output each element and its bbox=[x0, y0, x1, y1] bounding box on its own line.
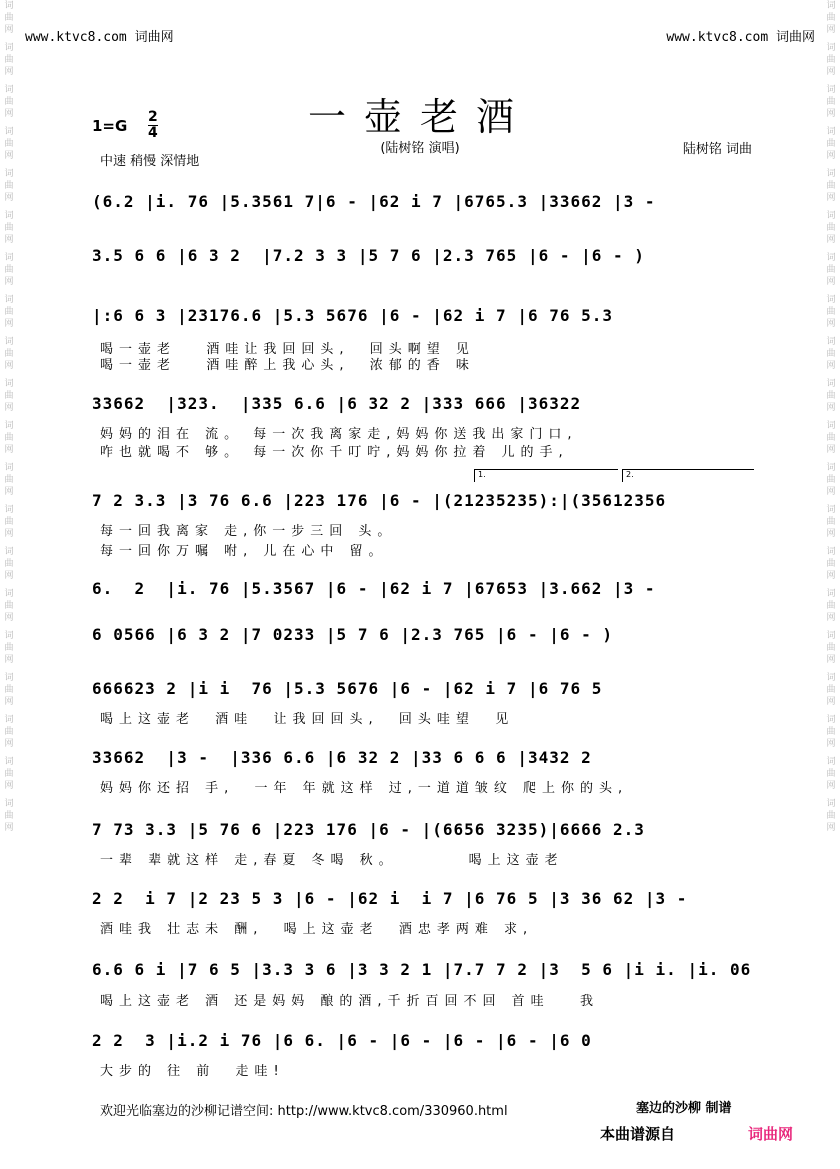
header-site-left[interactable] bbox=[25, 26, 174, 45]
transcriber-credit: 塞边的沙柳 制谱 bbox=[636, 1101, 732, 1116]
lyric-line: 喝上这壶老 酒 还是妈妈 酿的酒,千折百回不回 首哇 我 bbox=[100, 994, 600, 1009]
site-url-left[interactable]: www.ktvc8.com bbox=[25, 30, 127, 45]
lyric-line: 喝上这壶老 酒哇 让我回回头, 回头哇望 见 bbox=[100, 712, 515, 727]
welcome-link[interactable]: 欢迎光临塞边的沙柳记谱空间: http://www.ktvc8.com/330960.html bbox=[100, 1104, 508, 1119]
row-notes: |:6 6 3 |23176.6 |5.3 5676 |6 - |62 i 7 |6 76 5.3 bbox=[92, 306, 614, 325]
score-row bbox=[92, 240, 756, 274]
score-row bbox=[92, 300, 756, 334]
lyric-line: 酒哇我 壮志未 酬, 喝上这壶老 酒忠孝两难 求, bbox=[100, 922, 534, 937]
score-row bbox=[92, 673, 756, 707]
watermark-column-right: 词曲网 词曲网 词曲网 词曲网 词曲网 词曲网 词曲网 词曲网 词曲网 词曲网 词曲网 词曲网 词曲网 词曲网 词曲网 词曲网 词曲网 词曲网 词曲网 词曲网 bbox=[826, 1, 836, 833]
composer-credit: 陆树铭 词曲 bbox=[682, 142, 752, 157]
watermark-column-left: 词曲网 词曲网 词曲网 词曲网 词曲网 词曲网 词曲网 词曲网 词曲网 词曲网 词曲网 词曲网 词曲网 词曲网 词曲网 词曲网 词曲网 词曲网 词曲网 词曲网 bbox=[4, 1, 14, 833]
score-row bbox=[92, 1025, 756, 1059]
time-denominator: 4 bbox=[148, 125, 158, 141]
first-ending: 1. bbox=[474, 469, 618, 482]
lyric-line: 一辈 辈就这样 走,春夏 冬喝 秋。 喝上这壶老 bbox=[100, 853, 564, 868]
source-label: 本曲谱源自 bbox=[600, 1125, 676, 1143]
lyric-line: 大步的 往 前 走哇! bbox=[100, 1064, 285, 1079]
row-notes: 33662 |323. |335 6.6 |6 32 2 |333 666 |36322 bbox=[92, 394, 582, 413]
row-notes: 666623 2 |i i 76 |5.3 5676 |6 - |62 i 7 |6 76 5 bbox=[92, 679, 603, 698]
lyric-line: 妈妈的泪在 流。 每一次我离家走,妈妈你送我出家门口, bbox=[100, 427, 578, 442]
time-numerator: 2 bbox=[148, 109, 158, 125]
tempo-marking: 中速 稍慢 深情地 bbox=[100, 154, 200, 169]
row-notes: (6.2 |i. 76 |5.3561 7|6 - |62 i 7 |6765.3 |33662 |3 - bbox=[92, 192, 656, 211]
score-row bbox=[92, 186, 756, 220]
row-notes: 6 0566 |6 3 2 |7 0233 |5 7 6 |2.3 765 |6 - |6 - ) bbox=[92, 625, 614, 644]
source-logo[interactable]: 词曲网 bbox=[748, 1125, 794, 1143]
lyric-line: 喝一壶老 酒哇让我回回头, 回头啊望 见 bbox=[100, 342, 475, 357]
row-notes: 7 73 3.3 |5 76 6 |223 176 |6 - |(6656 3235)|6666 2.3 bbox=[92, 820, 645, 839]
score-row bbox=[92, 814, 756, 848]
lyric-line: 喝一壶老 酒哇醉上我心头, 浓郁的香 味 bbox=[100, 358, 475, 373]
header-site-right[interactable] bbox=[666, 26, 815, 45]
row-notes: 3.5 6 6 |6 3 2 |7.2 3 3 |5 7 6 |2.3 765 |6 - |6 - ) bbox=[92, 246, 645, 265]
row-notes: 6.6 6 i |7 6 5 |3.3 3 6 |3 3 2 1 |7.7 7 2 |3 5 6 |i i. |i. 06 bbox=[92, 960, 752, 979]
score-row bbox=[92, 883, 756, 917]
score-row bbox=[92, 485, 756, 519]
row-notes: 2 2 i 7 |2 23 5 3 |6 - |62 i i 7 |6 76 5 |3 36 62 |3 - bbox=[92, 889, 688, 908]
lyric-line: 妈妈你还招 手, 一年 年就这样 过,一道道皱纹 爬上你的头, bbox=[100, 781, 629, 796]
score-row bbox=[92, 954, 756, 988]
key-signature: 1=G bbox=[92, 117, 128, 135]
song-subtitle: (陆树铭 演唱) bbox=[380, 141, 460, 156]
score-row bbox=[92, 619, 756, 653]
row-notes: 33662 |3 - |336 6.6 |6 32 2 |33 6 6 6 |3432 2 bbox=[92, 748, 592, 767]
row-notes: 6. 2 |i. 76 |5.3567 |6 - |62 i 7 |67653 |3.662 |3 - bbox=[92, 579, 656, 598]
song-title: 一壶老酒 bbox=[307, 95, 532, 139]
lyric-line: 每一回我离家 走,你一步三回 头。 bbox=[100, 524, 397, 539]
score-row bbox=[92, 573, 756, 607]
row-notes: 2 2 3 |i.2 i 76 |6 6. |6 - |6 - |6 - |6 - |6 0 bbox=[92, 1031, 592, 1050]
site-brand-left: 词曲网 bbox=[134, 30, 174, 45]
site-url-right[interactable]: www.ktvc8.com bbox=[666, 30, 769, 45]
second-ending: 2. bbox=[622, 469, 754, 482]
lyric-line: 咋也就喝不 够。 每一次你千叮咛,妈妈你拉着 儿的手, bbox=[100, 445, 569, 460]
lyric-line: 每一回你万嘱 咐, 儿在心中 留。 bbox=[100, 544, 388, 559]
row-notes: 7 2 3.3 |3 76 6.6 |223 176 |6 - |(21235235):|(35612356 bbox=[92, 491, 667, 510]
score-row bbox=[92, 388, 756, 422]
score-row bbox=[92, 742, 756, 776]
site-brand-right: 词曲网 bbox=[775, 30, 815, 45]
